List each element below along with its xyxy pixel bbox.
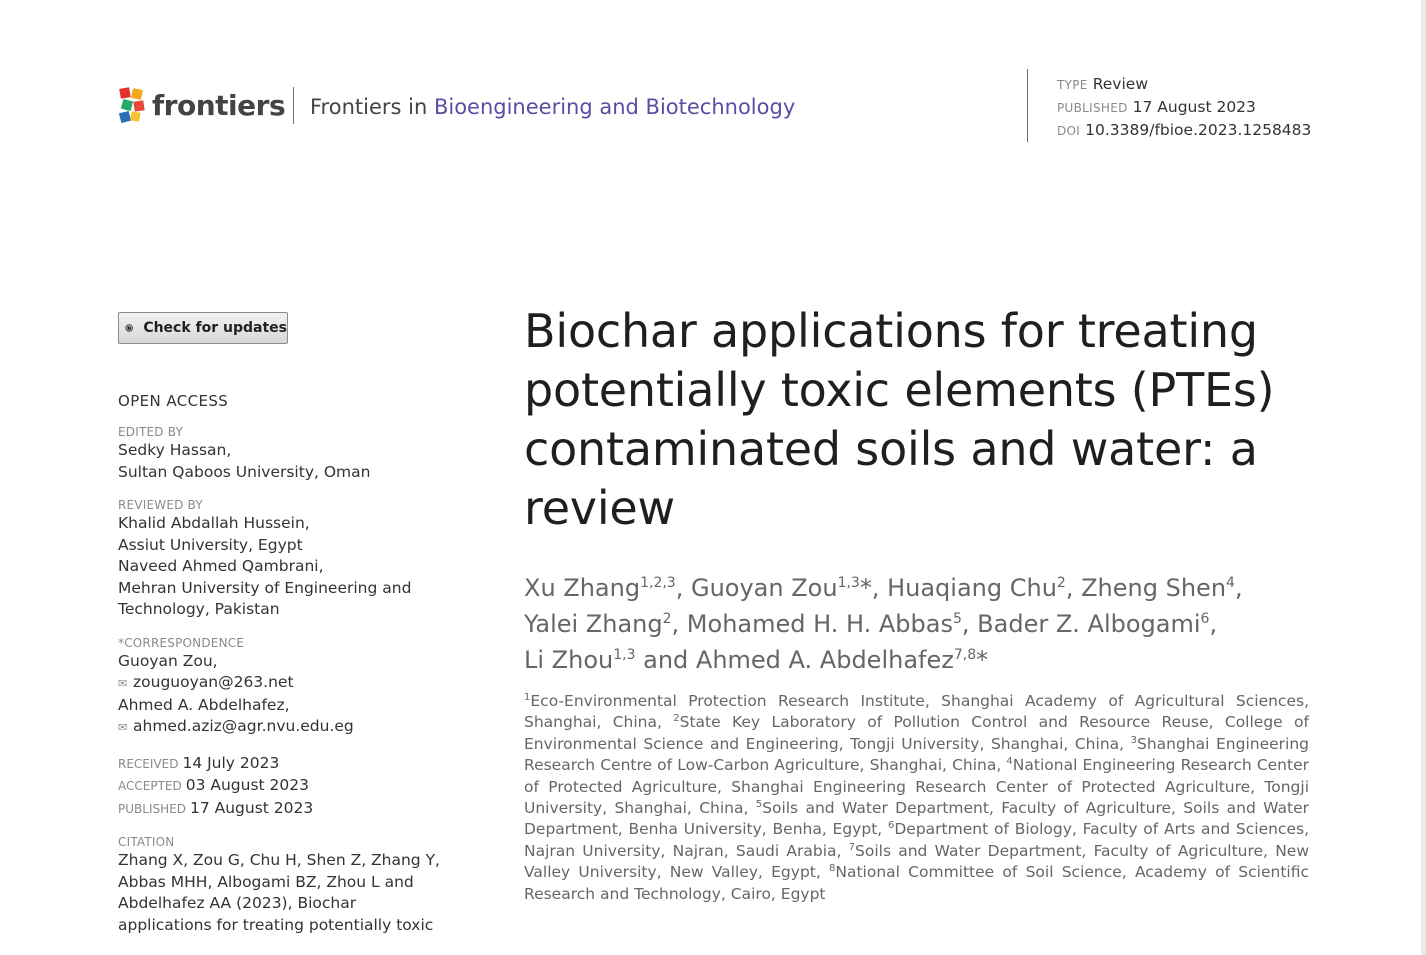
editor-affiliation: Sultan Qaboos University, Oman bbox=[118, 462, 371, 481]
edited-by-label: EDITED BY bbox=[118, 425, 184, 439]
affiliation: $^4$National Engineering Research Center of Protected Agriculture, Shanghai Engineering Research Center of Protected Agriculture, Tongji University, Shanghai, China, bbox=[524, 756, 1309, 818]
article-sidebar bbox=[118, 392, 458, 950]
received-date: 14 July 2023 bbox=[182, 753, 280, 772]
accepted-row bbox=[118, 775, 458, 798]
frontiers-wordmark: frontiers bbox=[152, 88, 286, 122]
affiliation: $^6$Department of Biology, Faculty of Arts and Sciences, Najran University, Najran, Saudi Arabia, bbox=[524, 820, 1309, 860]
affiliation: $^8$National Committee of Soil Science, Academy of Scientific Research and Technology, Cairo, Egypt bbox=[524, 863, 1309, 903]
meta-divider bbox=[1027, 69, 1028, 142]
sidebar-published-label: PUBLISHED bbox=[118, 801, 186, 816]
check-updates-icon bbox=[125, 317, 133, 339]
meta-published-row bbox=[1057, 96, 1311, 119]
author[interactable]: Guoyan Zou$^{1,3}$* bbox=[690, 574, 872, 602]
check-for-updates-label: Check for updates bbox=[143, 320, 287, 336]
dates-section bbox=[118, 753, 458, 821]
published-date: 17 August 2023 bbox=[189, 798, 314, 817]
reviewed-by-section bbox=[118, 497, 458, 621]
reviewer-line: Naveed Ahmed Qambrani, bbox=[118, 557, 324, 575]
author[interactable]: Li Zhou$^{1,3}$ bbox=[524, 646, 636, 674]
journal-subject: Bioengineering and Biotechnology bbox=[433, 95, 796, 119]
published-label: PUBLISHED bbox=[1057, 101, 1128, 115]
frontiers-logo[interactable] bbox=[118, 86, 285, 124]
affiliation: $^2$State Key Laboratory of Pollution Control and Resource Reuse, College of Environmental Science and Engineering, Tongji University, Shanghai, China, bbox=[524, 713, 1309, 753]
correspondent-email[interactable]: zouguoyan@263.net bbox=[133, 673, 294, 691]
author[interactable]: Yalei Zhang$^2$ bbox=[524, 610, 672, 638]
published-value: 17 August 2023 bbox=[1132, 98, 1256, 116]
author[interactable]: Ahmed A. Abdelhafez$^{7,8}$* bbox=[695, 646, 989, 674]
author[interactable]: Bader Z. Albogami$^6$ bbox=[977, 610, 1210, 638]
edited-by-section bbox=[118, 424, 458, 483]
citation-line: Zhang X, Zou G, Chu H, Shen Z, Zhang Y, bbox=[118, 851, 440, 869]
envelope-icon: ✉ bbox=[118, 677, 128, 690]
affiliations bbox=[524, 691, 1309, 905]
author[interactable]: Zheng Shen$^4$ bbox=[1081, 574, 1235, 602]
journal-prefix: Frontiers in bbox=[310, 95, 434, 119]
doi-link[interactable]: 10.3389/fbioe.2023.1258483 bbox=[1085, 121, 1312, 139]
check-for-updates-button[interactable] bbox=[118, 312, 288, 344]
correspondence-label: *CORRESPONDENCE bbox=[118, 635, 245, 650]
type-label: TYPE bbox=[1057, 78, 1088, 92]
article-meta bbox=[1057, 73, 1311, 142]
citation-section bbox=[118, 834, 458, 936]
reviewer-line: Assiut University, Egypt bbox=[118, 535, 303, 554]
published-row bbox=[118, 798, 458, 821]
type-value: Review bbox=[1092, 75, 1148, 93]
article-title: Biochar applications for treating potentially toxic elements (PTEs) contaminated soils and water: a review bbox=[524, 304, 1275, 535]
author[interactable]: Xu Zhang$^{1,2,3}$ bbox=[524, 574, 676, 602]
header-divider bbox=[293, 87, 294, 124]
correspondent-name: Guoyan Zou, bbox=[118, 651, 218, 670]
received-label: RECEIVED bbox=[118, 756, 179, 771]
correspondent-name: Ahmed A. Abdelhafez, bbox=[118, 695, 290, 714]
affiliation: $^1$Eco-Environmental Protection Research Institute, Shanghai Academy of Agricultural Sciences, Shanghai, China, bbox=[524, 691, 1309, 732]
author-list: Xu Zhang$^{1,2,3}$, Guoyan Zou$^{1,3}$*, Huaqiang Chu$^2$, Zheng Shen$^4$, Yalei Zhang$^2$, Mohamed H. H. Abbas$^5$, Bader Z. Albogami$^6$, Li Zhou$^{1,3}$ and Ahmed A. Abdelhafez$^{7,8}$* bbox=[524, 574, 1243, 674]
correspondent-email[interactable]: ahmed.aziz@agr.nvu.edu.eg bbox=[133, 717, 354, 735]
journal-name[interactable] bbox=[310, 95, 795, 119]
correspondent-email-row bbox=[118, 716, 458, 739]
accepted-label: ACCEPTED bbox=[118, 779, 182, 793]
citation-label: CITATION bbox=[118, 835, 175, 849]
author[interactable]: Huaqiang Chu$^2$ bbox=[887, 574, 1066, 602]
correspondence-section bbox=[118, 635, 458, 739]
meta-type-row bbox=[1057, 73, 1311, 96]
reviewer-line: Technology, Pakistan bbox=[118, 600, 280, 618]
affiliation: $^3$Shanghai Engineering Research Centre of Low-Carbon Agriculture, Shanghai, China, bbox=[524, 734, 1309, 775]
citation-line: Abdelhafez AA (2023), Biochar bbox=[118, 894, 357, 912]
reviewed-by-label: REVIEWED BY bbox=[118, 498, 203, 512]
envelope-icon: ✉ bbox=[118, 721, 128, 734]
citation-line: Abbas MHH, Albogami BZ, Zhou L and bbox=[118, 872, 414, 891]
doi-label: DOI bbox=[1057, 124, 1081, 138]
page-edge bbox=[1421, 0, 1426, 955]
affiliation: $^5$Soils and Water Department, Faculty of Agriculture, Soils and Water Department, Benha University, Benha, Egypt, bbox=[524, 798, 1309, 839]
affiliation: $^7$Soils and Water Department, Faculty of Agriculture, New Valley University, New Valley, Egypt, bbox=[524, 841, 1310, 882]
accepted-date: 03 August 2023 bbox=[185, 776, 310, 794]
citation-line: applications for treating potentially toxic bbox=[118, 915, 434, 934]
frontiers-logo-icon bbox=[118, 86, 148, 124]
editor-name: Sedky Hassan, bbox=[118, 441, 232, 459]
meta-doi-row bbox=[1057, 119, 1311, 142]
correspondent-email-row bbox=[118, 672, 458, 695]
open-access-label: OPEN ACCESS bbox=[118, 392, 229, 410]
reviewer-line: Khalid Abdallah Hussein, bbox=[118, 514, 310, 532]
received-row bbox=[118, 753, 458, 776]
reviewer-line: Mehran University of Engineering and bbox=[118, 578, 412, 597]
author[interactable]: Mohamed H. H. Abbas$^5$ bbox=[686, 610, 962, 638]
